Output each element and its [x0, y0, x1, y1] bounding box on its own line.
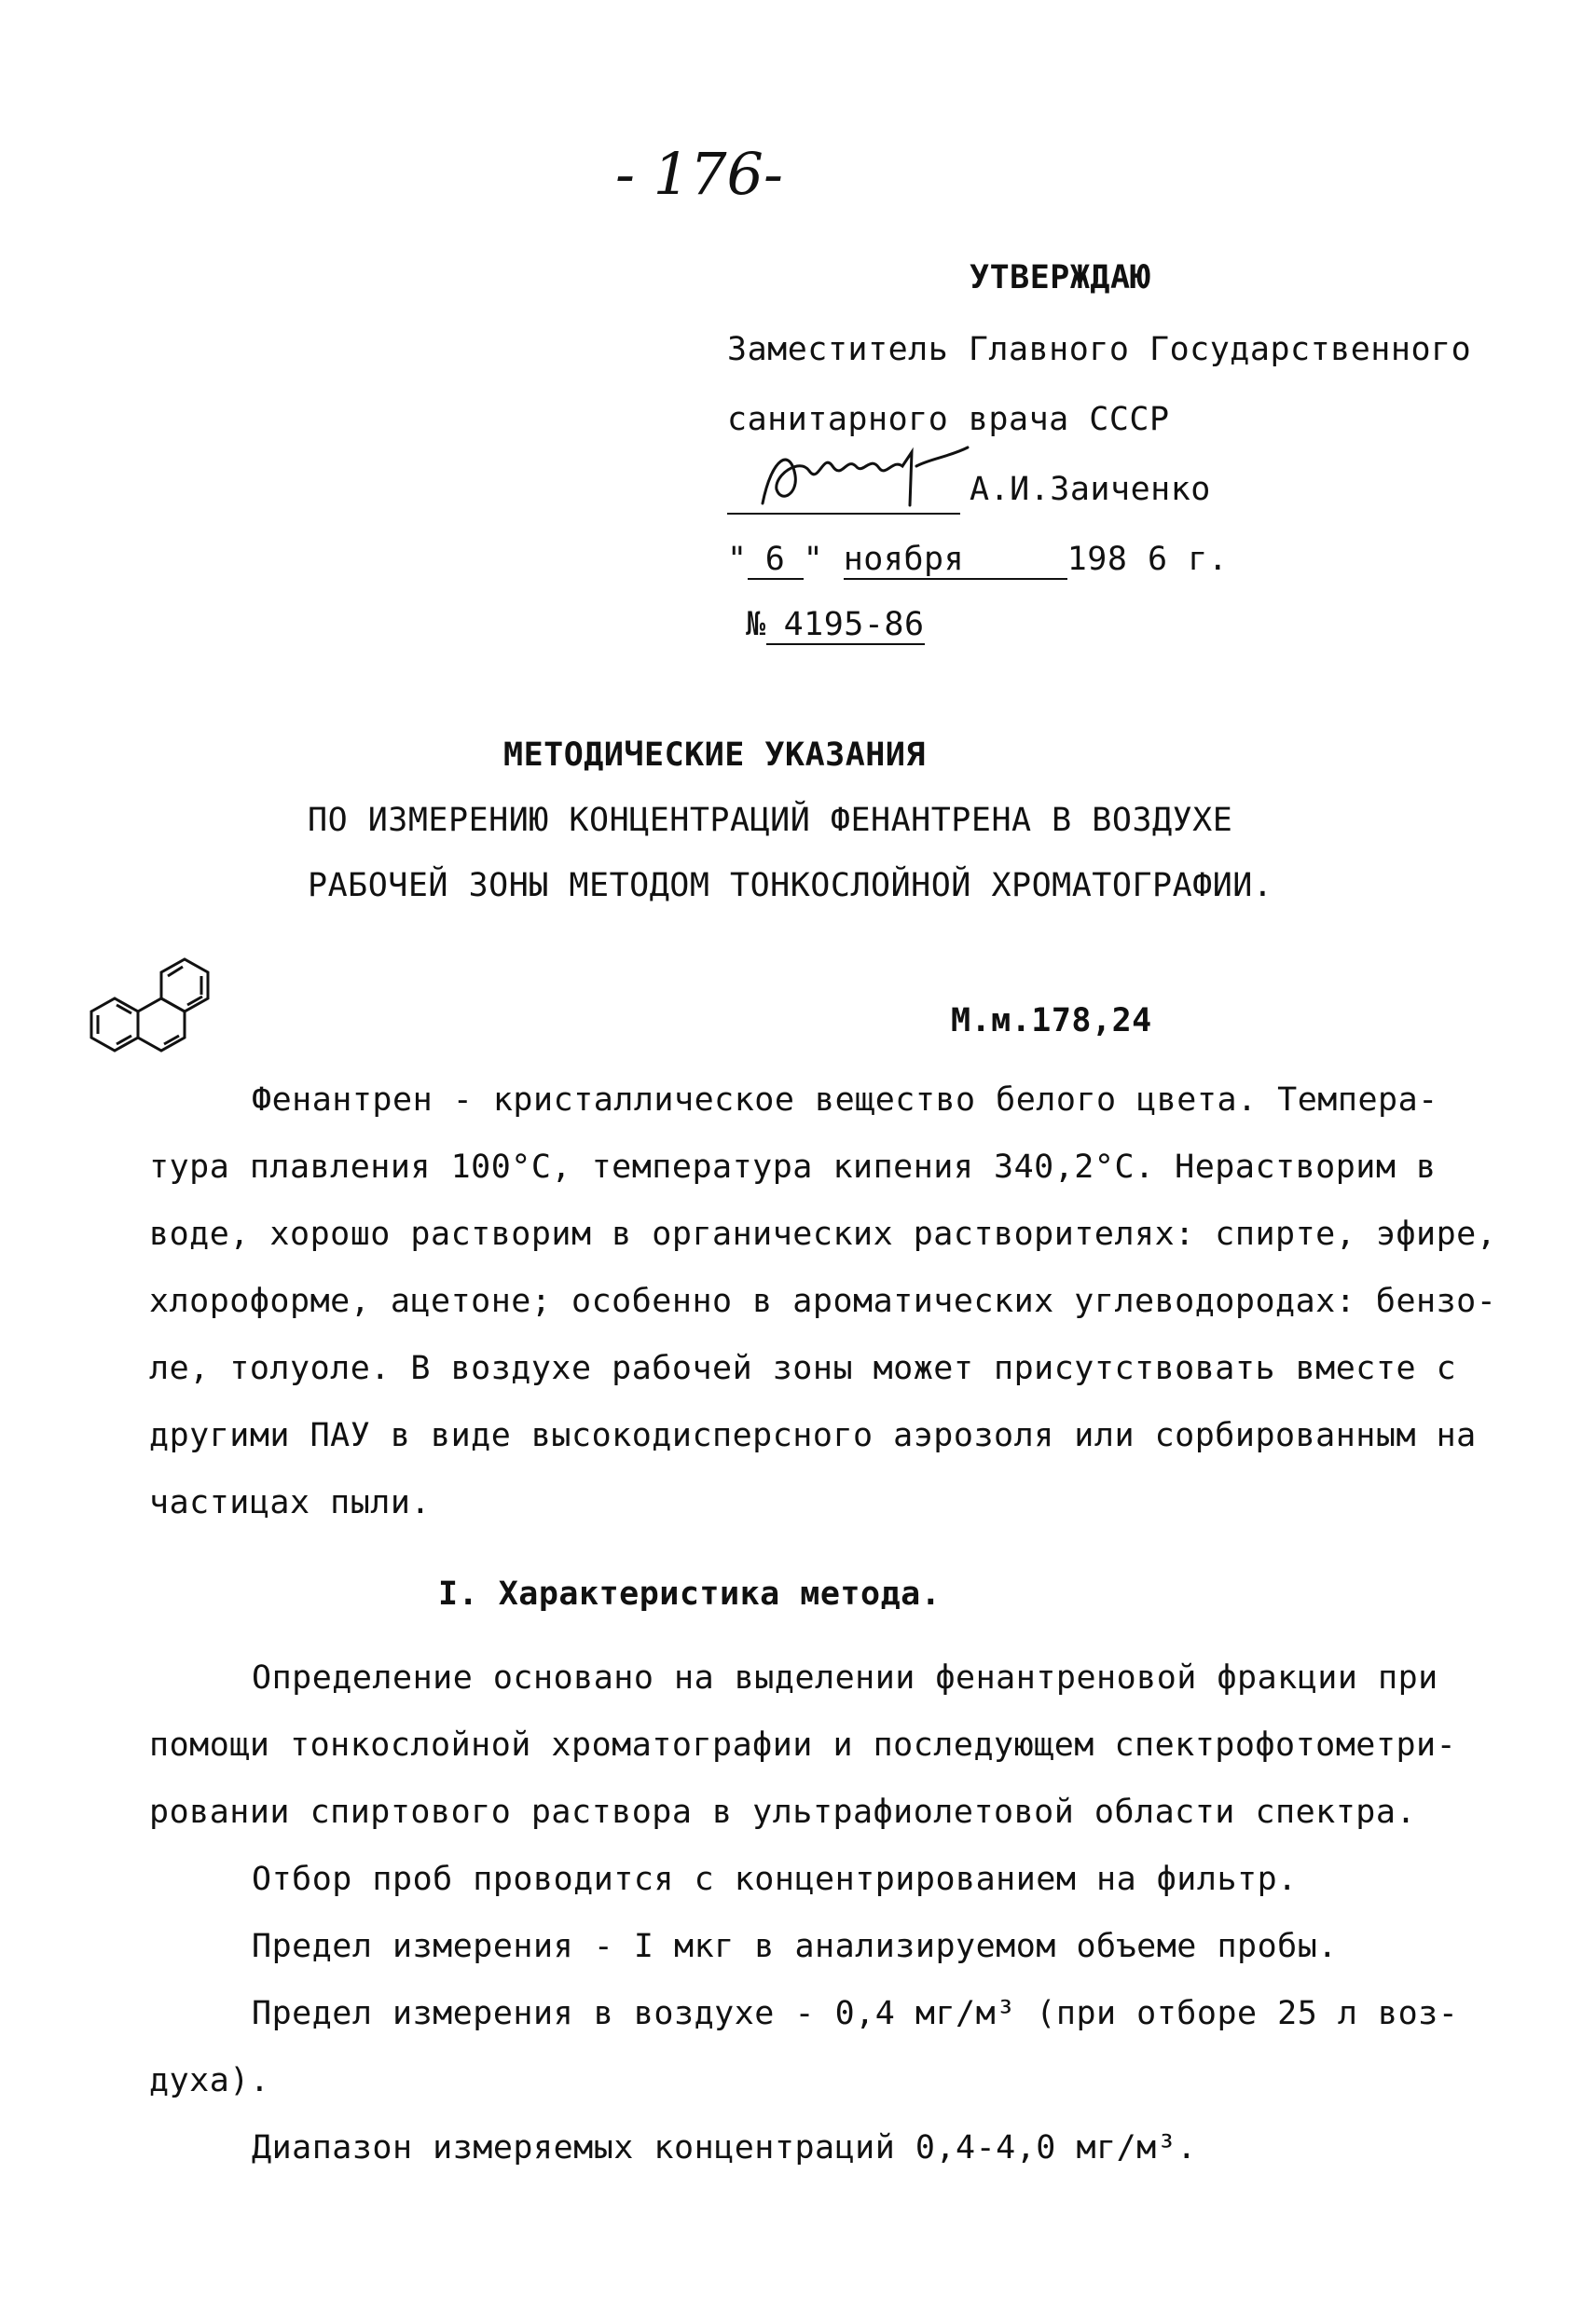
approver-name: А.И.Заиченко [970, 471, 1211, 508]
description-line: частицах пыли. [149, 1484, 432, 1521]
approval-date-day: 6 [748, 541, 804, 580]
approval-number: № 4195-86 [746, 606, 925, 643]
approval-date: " 6 " ноября 198 6 г. [727, 541, 1229, 578]
approver-position-line-2: санитарного врача СССР [727, 401, 1170, 438]
approval-number-value: 4195-86 [766, 606, 925, 645]
handwritten-signature [753, 438, 977, 513]
approval-heading: УТВЕРЖДАЮ [970, 259, 1151, 296]
sampling-text: Отбор проб проводится с концентрированием на фильтр. [252, 1861, 1298, 1898]
measurement-limit-air-line-1: Предел измерения в воздухе - 0,4 мг/м³ (при отборе 25 л воз- [252, 1995, 1459, 2032]
description-line: воде, хорошо растворим в органических растворителях: спирте, эфире, [149, 1216, 1497, 1253]
concentration-range: Диапазон измеряемых концентраций 0,4-4,0 мг/м³. [252, 2129, 1197, 2167]
description-line: хлороформе, ацетоне; особенно в ароматических углеводородах: бензо- [149, 1283, 1497, 1320]
description-line: другими ПАУ в виде высокодисперсного аэрозоля или сорбированным на [149, 1417, 1477, 1454]
section-heading: I. Характеристика метода. [438, 1575, 942, 1613]
description-line: ле, толуоле. В воздухе рабочей зоны может присутствовать вместе с [149, 1350, 1457, 1387]
measurement-limit-sample: Предел измерения - I мкг в анализируемом объеме пробы. [252, 1928, 1338, 1965]
page-number: - 176- [615, 140, 783, 208]
document-title-line-1: МЕТОДИЧЕСКИЕ УКАЗАНИЯ [503, 736, 927, 774]
approval-date-month: ноября [844, 541, 1067, 580]
method-paragraph-line: Определение основано на выделении фенантреновой фракции при [252, 1659, 1438, 1697]
approval-date-year-prefix: 198 [1066, 541, 1128, 578]
approval-date-year-suffix: 6 г. [1148, 541, 1229, 578]
method-paragraph-line: помощи тонкослойной хроматографии и последующем спектрофотометри- [149, 1726, 1457, 1764]
document-title-line-3: РАБОЧЕЙ ЗОНЫ МЕТОДОМ ТОНКОСЛОЙНОЙ ХРОМАТОГРАФИИ. [308, 867, 1273, 904]
description-line: тура плавления 100°С, температура кипения 340,2°С. Нерастворим в [149, 1149, 1437, 1186]
description-line: Фенантрен - кристаллическое вещество белого цвета. Темпера- [252, 1081, 1438, 1119]
measurement-limit-air-line-2: духа). [149, 2062, 270, 2099]
molar-mass: М.м.178,24 [951, 1002, 1152, 1039]
method-paragraph-line: ровании спиртового раствора в ультрафиолетовой области спектра. [149, 1794, 1417, 1831]
document-title-line-2: ПО ИЗМЕРЕНИЮ КОНЦЕНТРАЦИЙ ФЕНАНТРЕНА В ВОЗДУХЕ [308, 802, 1233, 839]
approver-position-line-1: Заместитель Главного Государственного [727, 331, 1472, 368]
signature-line [727, 513, 960, 515]
phenanthrene-structure-diagram [73, 918, 278, 1077]
